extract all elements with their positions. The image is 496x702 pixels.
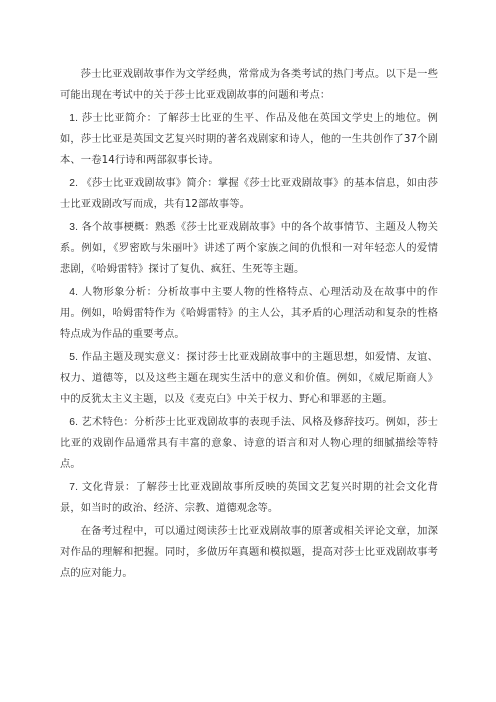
item-number: 1. [69, 113, 79, 124]
list-item [60, 477, 438, 519]
item-text: 人物形象分析：分析故事中主要人物的性格特点、心理活动及在故事中的作用。例如，哈姆雷特作为《哈姆雷特》的主人公，其矛盾的心理活动和复杂的性格特点成为作品的重要考点。 [60, 286, 438, 340]
closing-paragraph: 在备考过程中，可以通过阅读莎士比亚戏剧故事的原著或相关评论文章，加深对作品的理解和把握。同时，多做历年真题和模拟题，提高对莎士比亚戏剧故事考点的应对能力。 [60, 525, 438, 579]
item-text: 艺术特色：分析莎士比亚戏剧故事的表现手法、风格及修辞技巧。例如，莎士比亚的戏剧作品通常具有丰富的意象、诗意的语言和对人物心理的细腻描绘等特点。 [60, 416, 438, 470]
item-text: 作品主题及现实意义：探讨莎士比亚戏剧故事中的主题思想，如爱情、友谊、权力、道德等，以及这些主题在现实生活中的意义和价值。例如，《威尼斯商人》中的反犹太主义主题，以及《麦克白》中关于权力、野心和罪恶的主题。 [60, 351, 438, 405]
item-number: 7. [69, 482, 79, 493]
item-text: 各个故事梗概：熟悉《莎士比亚戏剧故事》中的各个故事情节、主题及人物关系。例如，《罗密欧与朱丽叶》讲述了两个家族之间的仇恨和一对年轻恋人的爱情悲剧，《哈姆雷特》探讨了复仇、疯狂、生死等主题。 [60, 221, 438, 275]
item-number: 3. [69, 222, 79, 233]
document-body [60, 64, 438, 586]
item-text: 《莎士比亚戏剧故事》简介：掌握《莎士比亚戏剧故事》的基本信息，如由莎士比亚戏剧改写而成，共有12部故事等。 [60, 177, 438, 210]
item-number: 6. [69, 417, 79, 428]
intro-paragraph: 莎士比亚戏剧故事作为文学经典，常常成为各类考试的热门考点。以下是一些可能出现在考试中的关于莎士比亚戏剧故事的问题和考点： [60, 68, 438, 101]
list-item [60, 173, 438, 215]
item-number: 5. [69, 352, 79, 363]
list-item [60, 412, 438, 475]
list-item [60, 108, 438, 171]
list-item [60, 347, 438, 410]
item-number: 2. [69, 178, 79, 189]
item-number: 4. [69, 287, 79, 298]
list-item [60, 217, 438, 280]
item-text: 莎士比亚简介：了解莎士比亚的生平、作品及他在英国文学史上的地位。例如，莎士比亚是英国文艺复兴时期的著名戏剧家和诗人，他的一生共创作了37个剧本、一卷14行诗和两部叙事长诗。 [60, 112, 438, 166]
list-item [60, 282, 438, 345]
item-text: 文化背景：了解莎士比亚戏剧故事所反映的英国文艺复兴时期的社会文化背景，如当时的政治、经济、宗教、道德观念等。 [60, 481, 438, 514]
